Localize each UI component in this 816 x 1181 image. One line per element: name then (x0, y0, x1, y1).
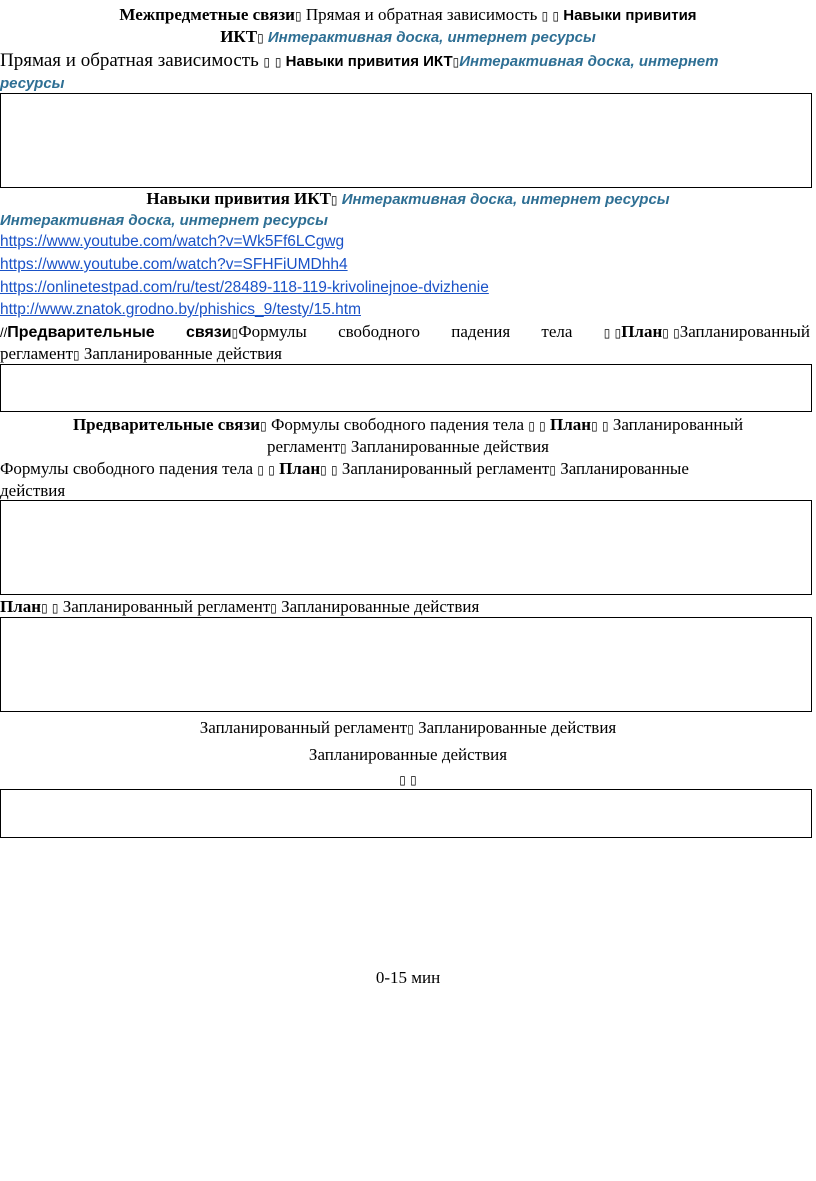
missing-glyph-icon: ▯ (673, 326, 680, 340)
missing-glyph-icon: ▯ (260, 419, 267, 433)
missing-glyph-icon: ▯ (552, 9, 560, 23)
missing-glyph-icon: ▯ (549, 463, 556, 477)
section3-word-body: тела (541, 322, 573, 341)
section4-regulation: регламент (266, 437, 340, 456)
header-text: Прямая и обратная зависимость (301, 5, 542, 24)
missing-glyph-icon: ▯ (274, 55, 282, 69)
section5-actions: Запланированные действия (276, 597, 480, 616)
section3-plan: ▯ ▯План▯ ▯Запланированный (603, 322, 810, 341)
answer-box-5[interactable] (0, 789, 812, 838)
section4-plan: План (545, 415, 592, 434)
link-youtube-1[interactable]: https://www.youtube.com/watch?v=Wk5Ff6LCgwg (0, 233, 345, 250)
section3-lead (0, 321, 155, 344)
missing-glyph-icon: ▯ (614, 326, 622, 340)
section4-planned-2: Запланированные (555, 459, 689, 478)
header-line-1 (0, 4, 816, 27)
section4-formulas-2: Формулы свободного падения тела (0, 459, 258, 478)
section1-resources-cont: ресурсы (0, 75, 65, 92)
section4-line-4 (0, 480, 65, 502)
header-bold-label: Межпредметные связи (119, 5, 295, 24)
section4-prelim: Предварительные связи (72, 415, 261, 434)
section4-actions: Запланированные действия (346, 437, 549, 456)
missing-glyph-icon: ▯ (340, 441, 347, 455)
section1-line-2 (0, 72, 65, 95)
missing-glyph-icon: ▯ (541, 9, 549, 23)
section3-line-1 (0, 321, 810, 344)
section6-actions-2: Запланированные действия (308, 745, 508, 764)
section6-actions: Запланированные действия (413, 718, 617, 737)
missing-glyph-icon: ▯ (407, 722, 414, 736)
missing-glyph-icon: ▯ (603, 326, 611, 340)
missing-glyph-icon: ▯ (410, 773, 417, 787)
missing-glyph-icon: ▯ (73, 348, 80, 362)
link-znatok[interactable]: http://www.znatok.grodno.by/phishics_9/testy/15.htm (0, 301, 361, 318)
time-label: 0-15 мин (375, 968, 441, 987)
section4-planned: Запланированный (608, 415, 744, 434)
link-youtube-2[interactable]: https://www.youtube.com/watch?v=SFHFiUMDhh4 (0, 256, 348, 273)
missing-glyph-icon: ▯ (331, 463, 338, 477)
section4-line-2 (0, 436, 816, 459)
section3-links-word: связи▯Формулы (185, 322, 307, 341)
missing-glyph-icon: ▯ (452, 55, 460, 69)
missing-glyph-icon: ▯ (399, 773, 406, 787)
section3-word-prelim: Предварительные (7, 324, 155, 341)
answer-box-2[interactable] (0, 364, 812, 412)
missing-glyph-icon: ▯ (591, 419, 598, 433)
missing-glyph-icon: ▯ (294, 9, 302, 23)
section3-line-2 (0, 343, 282, 366)
missing-glyph-icon: ▯ (257, 31, 264, 45)
section6-regulation: Запланированный регламент (199, 718, 408, 737)
section4-line-3 (0, 458, 689, 481)
missing-glyph-icon: ▯ (41, 601, 48, 615)
section1-line-1 (0, 50, 718, 73)
missing-glyph-icon: ▯ (257, 463, 264, 477)
section3-prefix: // (0, 325, 8, 340)
section5-plan: План (0, 597, 42, 616)
section3-word-free: свободного (338, 322, 420, 341)
answer-box-4[interactable] (0, 617, 812, 712)
missing-glyph-icon: ▯ (263, 55, 271, 69)
missing-glyph-icon: ▯ (528, 419, 535, 433)
header-line-2 (0, 26, 816, 49)
section2-resources-line (0, 209, 328, 232)
missing-glyph-icon: ▯ (662, 326, 669, 340)
section3-word-fall: падения (451, 322, 511, 341)
missing-glyph-icon: ▯ (51, 601, 59, 615)
section4-formulas: Формулы свободного падения тела (266, 415, 529, 434)
missing-glyph-icon: ▯ (268, 463, 275, 477)
section6-line-2 (0, 744, 816, 766)
header-resources: Интерактивная доска, интернет ресурсы (263, 29, 596, 46)
section4-regulation-2: Запланированный регламент (337, 459, 550, 478)
section4-line-1 (0, 414, 816, 437)
missing-glyph-icon: ▯ (320, 463, 327, 477)
missing-glyph-icon: ▯ (270, 601, 277, 615)
section6-glyphs (0, 768, 816, 791)
header-ikt-label: ИКТ (220, 27, 258, 46)
section3-regulation: регламент (0, 344, 74, 363)
section2-heading (0, 188, 816, 211)
answer-box-3[interactable] (0, 500, 812, 595)
section2-ikt-label: Навыки привития ИКТ (146, 189, 331, 208)
section2-resources-text: Интерактивная доска, интернет ресурсы (0, 212, 328, 229)
missing-glyph-icon: ▯ (601, 419, 609, 433)
section2-resources: Интерактивная доска, интернет ресурсы (337, 191, 670, 208)
section4-actions-2: действия (0, 481, 66, 500)
section1-skills: Навыки привития ИКТ (281, 53, 453, 70)
header-skills-label: Навыки привития (559, 7, 697, 24)
answer-box-1[interactable] (0, 93, 812, 188)
section3-actions: Запланированные действия (79, 344, 283, 363)
section6-line-1 (0, 717, 816, 740)
link-onlinetestpad[interactable]: https://onlinetestpad.com/ru/test/28489-118-119-krivolinejnoe-dvizhenie (0, 279, 489, 296)
missing-glyph-icon: ▯ (231, 326, 239, 340)
missing-glyph-icon: ▯ (330, 193, 338, 207)
section5-line (0, 596, 479, 619)
missing-glyph-icon: ▯ (539, 419, 546, 433)
section5-regulation: Запланированный регламент (58, 597, 271, 616)
section1-text: Прямая и обратная зависимость (0, 50, 264, 71)
section1-resources: Интерактивная доска, интернет (459, 53, 719, 70)
section4-plan-2: План (274, 459, 321, 478)
